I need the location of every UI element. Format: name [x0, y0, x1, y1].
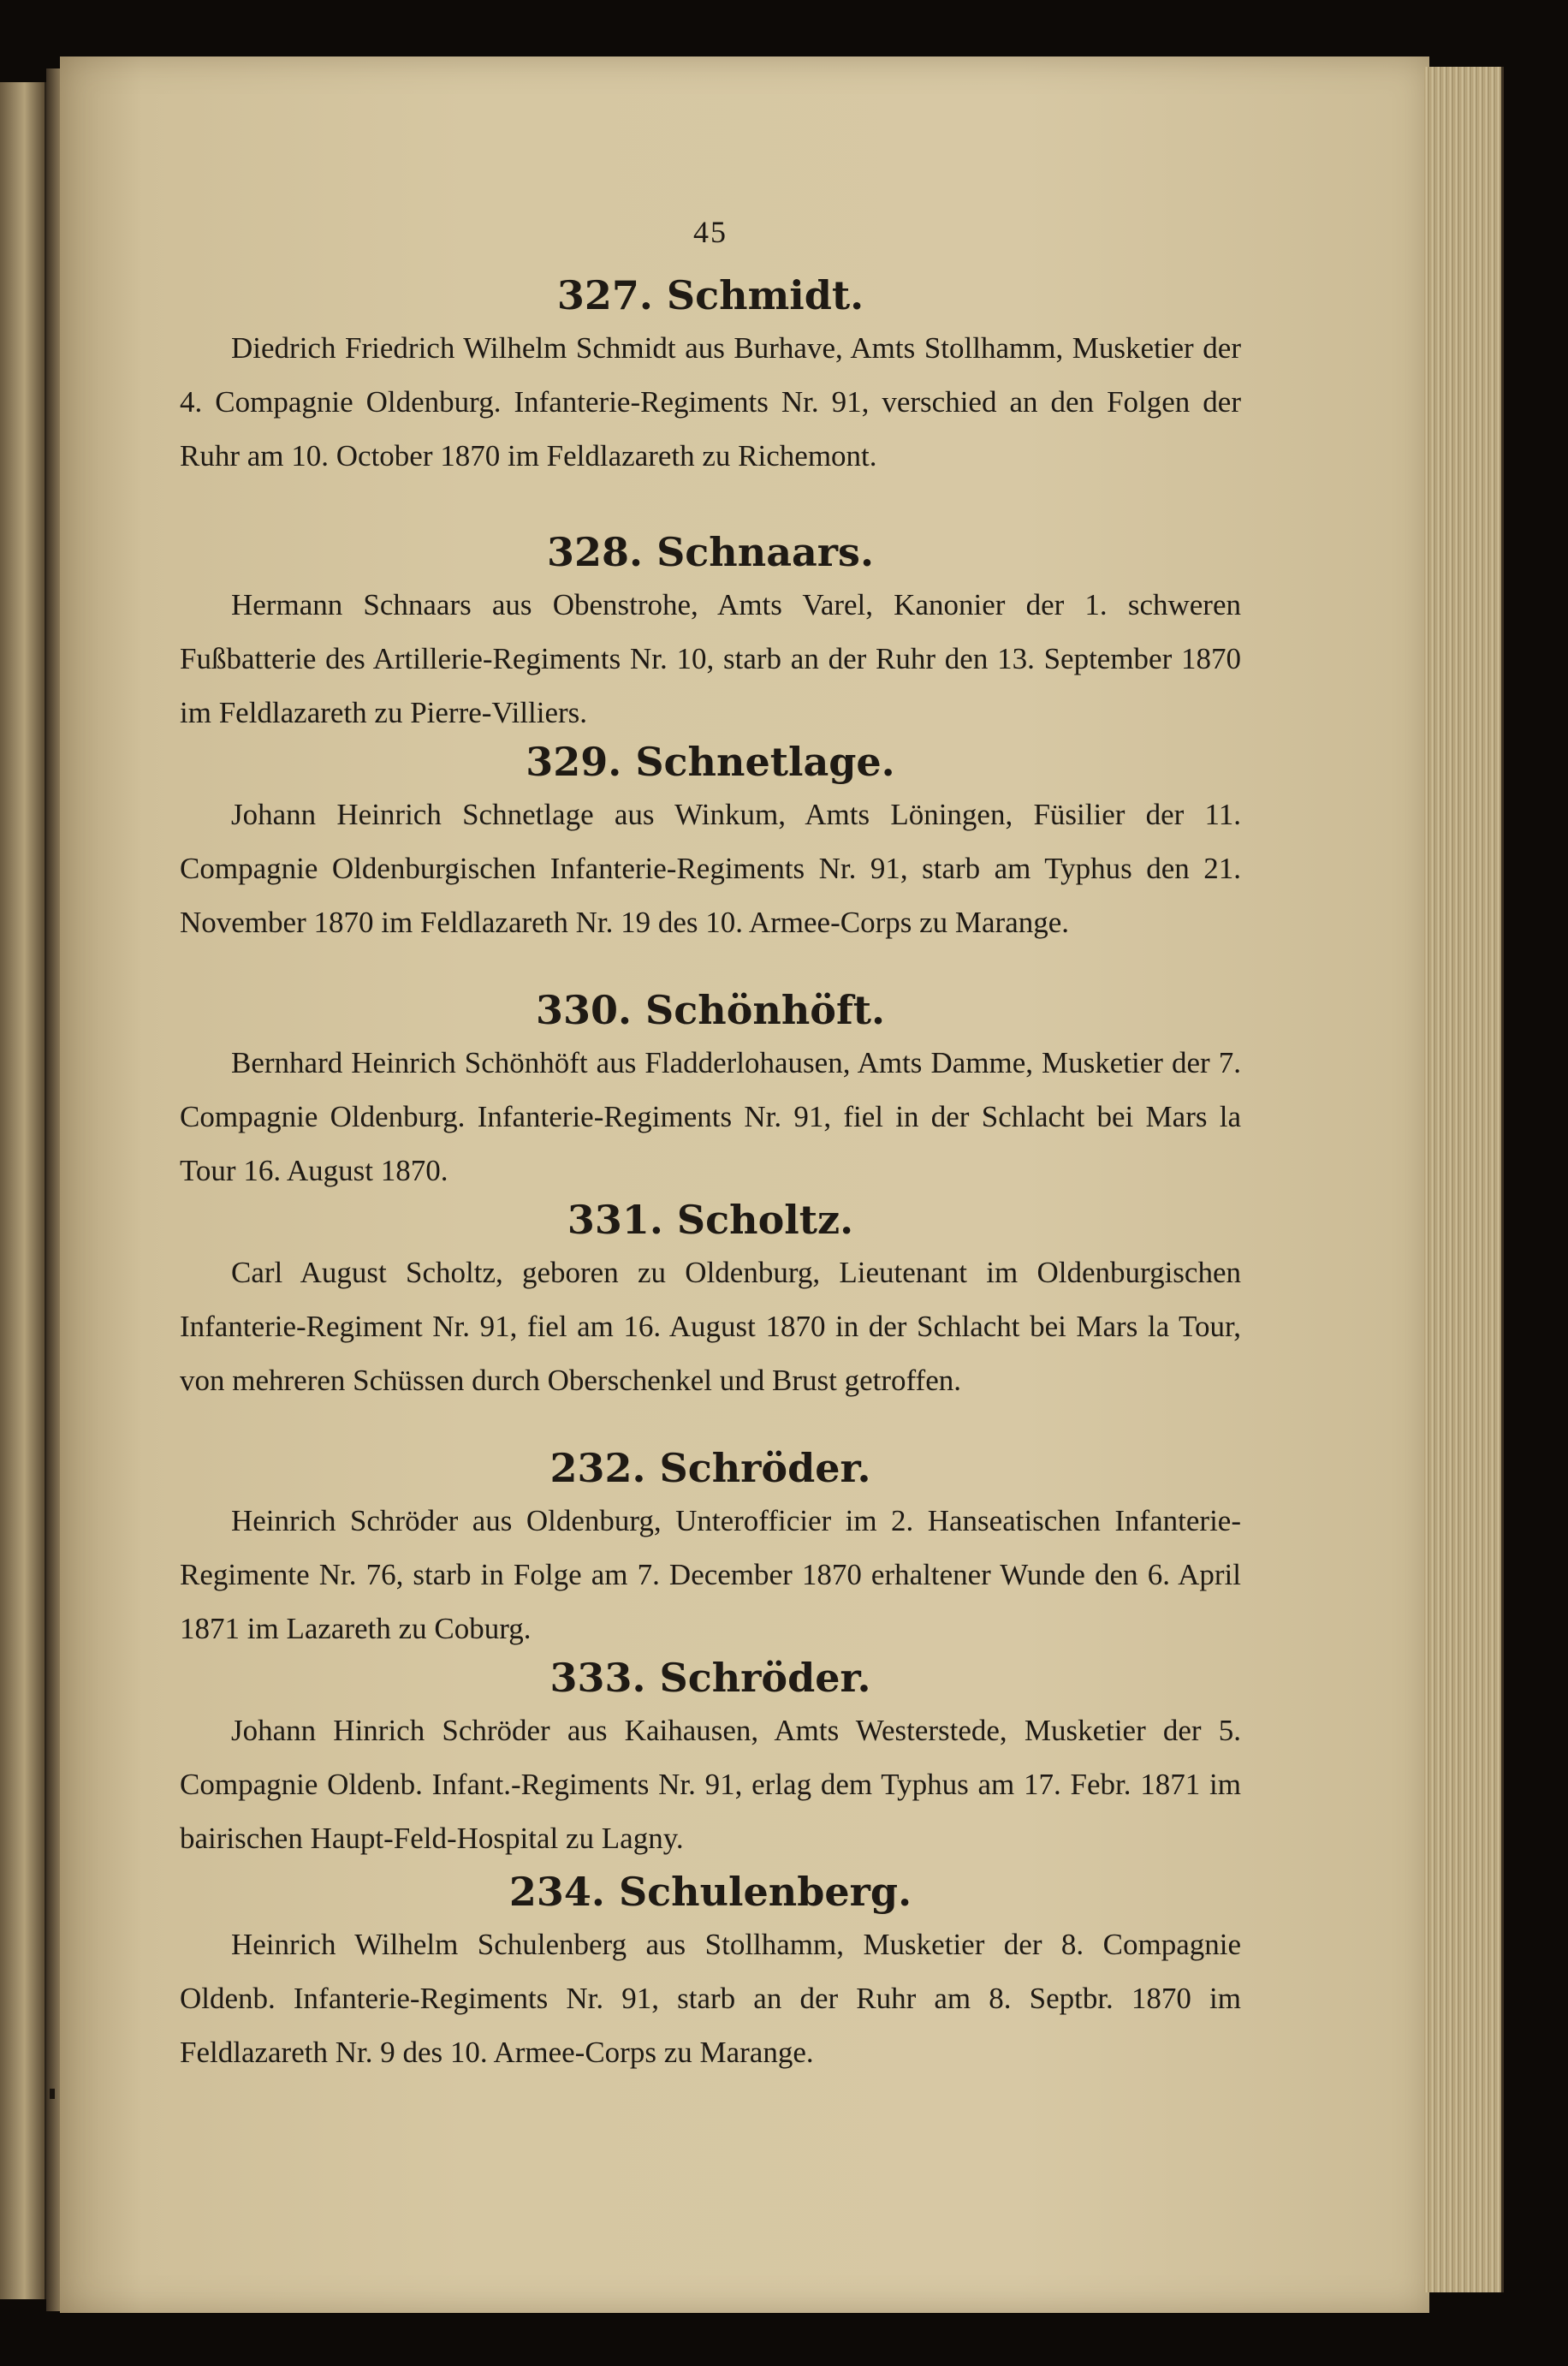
- left-page-edge: [0, 82, 46, 2299]
- entry-heading: 333. Schröder.: [549, 1655, 871, 1701]
- entry-331: [180, 1194, 1241, 1407]
- entry-328: [180, 526, 1241, 740]
- entry-text: Diedrich Friedrich Wilhelm Schmidt aus Burhave, Amts Stollhamm, Musketier der 4. Compagnie Oldenburg. Infanterie-Regiments Nr. 91, verschied an den Folgen der Ruhr am 10. October 1870 im Feldlazareth zu Richemont.: [180, 331, 1241, 473]
- page-number: 45: [693, 215, 728, 249]
- entry-232: [180, 1442, 1241, 1656]
- entry-333: [180, 1652, 1241, 1865]
- entry-text: Hermann Schnaars aus Obenstrohe, Amts Varel, Kanonier der 1. schweren Fußbatterie des Artillerie-Regiments Nr. 10, starb an der Ruhr den 13. September 1870 im Feldlazareth zu Pierre-Villiers.: [180, 588, 1241, 729]
- page-stack-edge: [1424, 67, 1504, 2292]
- entry-heading: 329. Schnetlage.: [526, 739, 895, 785]
- entry-heading: 232. Schröder.: [549, 1445, 871, 1491]
- entry-text: Heinrich Wilhelm Schulenberg aus Stollhamm, Musketier der 8. Compagnie Oldenb. Infanterie-Regiments Nr. 91, starb an der Ruhr am 8. Septbr. 1870 im Feldlazareth Nr. 9 des 10. Armee-Corps zu Marange.: [180, 1928, 1241, 2069]
- entry-heading: 234. Schulenberg.: [508, 1869, 912, 1915]
- entry-text: Bernhard Heinrich Schönhöft aus Fladderlohausen, Amts Damme, Musketier der 7. Compagnie Oldenburg. Infanterie-Regiments Nr. 91, fiel in der Schlacht bei Mars la Tour 16. August 1870.: [180, 1046, 1241, 1187]
- entry-text: Heinrich Schröder aus Oldenburg, Unterofficier im 2. Hanseatischen Infanterie-Regimente Nr. 76, starb in Folge am 7. December 1870 erhaltener Wunde den 6. April 1871 im Lazareth zu Coburg.: [180, 1504, 1241, 1645]
- entry-heading: 327. Schmidt.: [556, 272, 864, 318]
- entry-text: Johann Hinrich Schröder aus Kaihausen, Amts Westerstede, Musketier der 5. Compagnie Oldenb. Infant.-Regiments Nr. 91, erlag dem Typhus am 17. Febr. 1871 im bairischen Haupt-Feld-Hospital zu Lagny.: [180, 1714, 1241, 1855]
- entry-327: [180, 270, 1241, 483]
- entry-heading: 328. Schnaars.: [547, 529, 874, 575]
- entry-329: [180, 736, 1241, 949]
- entry-text: Carl August Scholtz, geboren zu Oldenburg, Lieutenant im Oldenburgischen Infanterie-Regiment Nr. 91, fiel am 16. August 1870 in der Schlacht bei Mars la Tour, von mehreren Schüssen durch Oberschenkel und Brust getroffen.: [180, 1256, 1241, 1397]
- entry-heading: 330. Schönhöft.: [535, 987, 886, 1033]
- entry-text: Johann Heinrich Schnetlage aus Winkum, Amts Löningen, Füsilier der 11. Compagnie Oldenburgischen Infanterie-Regiments Nr. 91, starb am Typhus den 21. November 1870 im Feldlazareth Nr. 19 des 10. Armee-Corps zu Marange.: [180, 798, 1241, 939]
- entry-heading: 331. Scholtz.: [567, 1197, 854, 1243]
- margin-mark: [50, 2089, 55, 2099]
- entry-234: [180, 1866, 1241, 2079]
- entry-330: [180, 984, 1241, 1198]
